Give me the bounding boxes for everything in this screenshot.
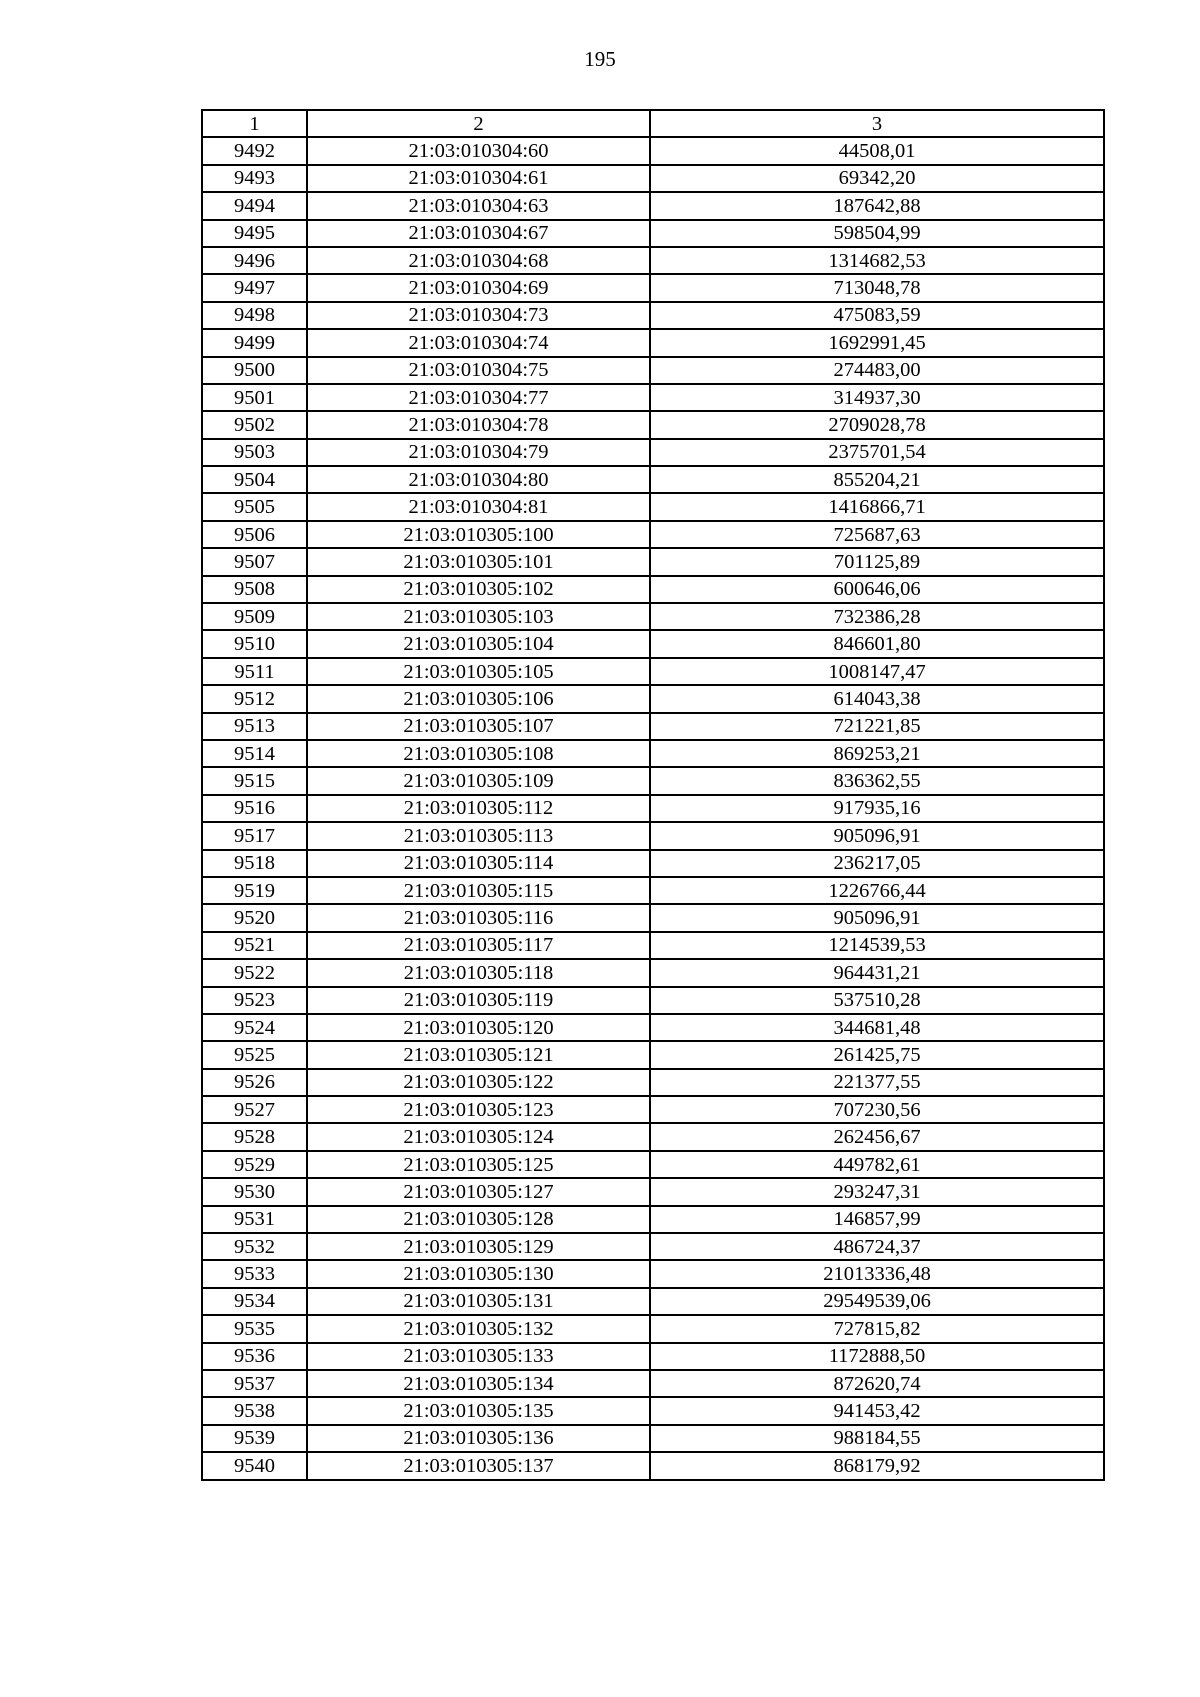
value-cell: 69342,20 <box>650 165 1104 192</box>
cadastral-number-cell: 21:03:010304:74 <box>307 329 650 356</box>
row-number-cell: 9510 <box>202 630 307 657</box>
row-number-cell: 9535 <box>202 1315 307 1342</box>
value-cell: 261425,75 <box>650 1041 1104 1068</box>
row-number-cell: 9520 <box>202 904 307 931</box>
value-cell: 868179,92 <box>650 1452 1104 1479</box>
table-row <box>202 1206 1104 1233</box>
table-body <box>202 110 1104 1480</box>
value-cell: 274483,00 <box>650 357 1104 384</box>
row-number-cell: 9518 <box>202 850 307 877</box>
table-row <box>202 740 1104 767</box>
header-cell-2: 2 <box>307 110 650 137</box>
row-number-cell: 9516 <box>202 795 307 822</box>
table-row <box>202 1096 1104 1123</box>
row-number-cell: 9529 <box>202 1151 307 1178</box>
value-cell: 293247,31 <box>650 1178 1104 1205</box>
row-number-cell: 9501 <box>202 384 307 411</box>
value-cell: 846601,80 <box>650 630 1104 657</box>
cadastral-number-cell: 21:03:010305:107 <box>307 713 650 740</box>
table-row <box>202 603 1104 630</box>
table-row <box>202 1343 1104 1370</box>
cadastral-number-cell: 21:03:010305:122 <box>307 1069 650 1096</box>
data-table <box>201 109 1105 1481</box>
value-cell: 21013336,48 <box>650 1260 1104 1287</box>
table-row <box>202 1123 1104 1150</box>
table-row <box>202 521 1104 548</box>
table-row <box>202 1370 1104 1397</box>
value-cell: 44508,01 <box>650 137 1104 164</box>
table-row <box>202 795 1104 822</box>
table-row <box>202 1233 1104 1260</box>
cadastral-number-cell: 21:03:010305:123 <box>307 1096 650 1123</box>
table-row <box>202 439 1104 466</box>
row-number-cell: 9525 <box>202 1041 307 1068</box>
table-row <box>202 1425 1104 1452</box>
cadastral-number-cell: 21:03:010305:121 <box>307 1041 650 1068</box>
value-cell: 486724,37 <box>650 1233 1104 1260</box>
cadastral-number-cell: 21:03:010305:103 <box>307 603 650 630</box>
row-number-cell: 9499 <box>202 329 307 356</box>
table-row <box>202 1260 1104 1287</box>
cadastral-number-cell: 21:03:010305:104 <box>307 630 650 657</box>
cadastral-number-cell: 21:03:010305:115 <box>307 877 650 904</box>
table-row <box>202 685 1104 712</box>
table-row <box>202 1315 1104 1342</box>
table-row <box>202 822 1104 849</box>
value-cell: 725687,63 <box>650 521 1104 548</box>
page-number: 195 <box>584 47 616 71</box>
cadastral-number-cell: 21:03:010305:100 <box>307 521 650 548</box>
cadastral-number-cell: 21:03:010305:116 <box>307 904 650 931</box>
cadastral-number-cell: 21:03:010304:60 <box>307 137 650 164</box>
table-row <box>202 877 1104 904</box>
cadastral-number-cell: 21:03:010304:79 <box>307 439 650 466</box>
table-row <box>202 630 1104 657</box>
row-number-cell: 9526 <box>202 1069 307 1096</box>
cadastral-number-cell: 21:03:010305:134 <box>307 1370 650 1397</box>
cadastral-number-cell: 21:03:010305:128 <box>307 1206 650 1233</box>
cadastral-number-cell: 21:03:010305:102 <box>307 576 650 603</box>
value-cell: 707230,56 <box>650 1096 1104 1123</box>
row-number-cell: 9524 <box>202 1014 307 1041</box>
cadastral-number-cell: 21:03:010305:125 <box>307 1151 650 1178</box>
value-cell: 2375701,54 <box>650 439 1104 466</box>
value-cell: 344681,48 <box>650 1014 1104 1041</box>
value-cell: 1172888,50 <box>650 1343 1104 1370</box>
value-cell: 146857,99 <box>650 1206 1104 1233</box>
value-cell: 732386,28 <box>650 603 1104 630</box>
cadastral-number-cell: 21:03:010305:106 <box>307 685 650 712</box>
row-number-cell: 9506 <box>202 521 307 548</box>
value-cell: 262456,67 <box>650 1123 1104 1150</box>
table-row <box>202 658 1104 685</box>
cadastral-number-cell: 21:03:010305:137 <box>307 1452 650 1479</box>
table-row <box>202 137 1104 164</box>
cadastral-number-cell: 21:03:010304:63 <box>307 192 650 219</box>
row-number-cell: 9507 <box>202 548 307 575</box>
cadastral-number-cell: 21:03:010305:124 <box>307 1123 650 1150</box>
value-cell: 1008147,47 <box>650 658 1104 685</box>
header-cell-1: 1 <box>202 110 307 137</box>
value-cell: 1692991,45 <box>650 329 1104 356</box>
row-number-cell: 9494 <box>202 192 307 219</box>
row-number-cell: 9492 <box>202 137 307 164</box>
row-number-cell: 9515 <box>202 767 307 794</box>
value-cell: 941453,42 <box>650 1397 1104 1424</box>
cadastral-number-cell: 21:03:010305:112 <box>307 795 650 822</box>
row-number-cell: 9500 <box>202 357 307 384</box>
header-cell-3: 3 <box>650 110 1104 137</box>
row-number-cell: 9533 <box>202 1260 307 1287</box>
table-row <box>202 850 1104 877</box>
table-row <box>202 247 1104 274</box>
cadastral-number-cell: 21:03:010304:67 <box>307 220 650 247</box>
row-number-cell: 9496 <box>202 247 307 274</box>
row-number-cell: 9511 <box>202 658 307 685</box>
row-number-cell: 9521 <box>202 932 307 959</box>
cadastral-number-cell: 21:03:010305:131 <box>307 1288 650 1315</box>
value-cell: 598504,99 <box>650 220 1104 247</box>
row-number-cell: 9502 <box>202 411 307 438</box>
table-row <box>202 493 1104 520</box>
table-row <box>202 576 1104 603</box>
cadastral-number-cell: 21:03:010305:136 <box>307 1425 650 1452</box>
row-number-cell: 9503 <box>202 439 307 466</box>
value-cell: 29549539,06 <box>650 1288 1104 1315</box>
cadastral-number-cell: 21:03:010305:129 <box>307 1233 650 1260</box>
cadastral-number-cell: 21:03:010304:69 <box>307 274 650 301</box>
table-row <box>202 466 1104 493</box>
cadastral-number-cell: 21:03:010305:127 <box>307 1178 650 1205</box>
row-number-cell: 9513 <box>202 713 307 740</box>
value-cell: 614043,38 <box>650 685 1104 712</box>
cadastral-number-cell: 21:03:010305:109 <box>307 767 650 794</box>
value-cell: 2709028,78 <box>650 411 1104 438</box>
table-row <box>202 1452 1104 1479</box>
value-cell: 1226766,44 <box>650 877 1104 904</box>
cadastral-number-cell: 21:03:010304:78 <box>307 411 650 438</box>
value-cell: 1314682,53 <box>650 247 1104 274</box>
cadastral-number-cell: 21:03:010304:75 <box>307 357 650 384</box>
row-number-cell: 9498 <box>202 302 307 329</box>
row-number-cell: 9538 <box>202 1397 307 1424</box>
cadastral-number-cell: 21:03:010304:73 <box>307 302 650 329</box>
cadastral-number-cell: 21:03:010305:113 <box>307 822 650 849</box>
row-number-cell: 9540 <box>202 1452 307 1479</box>
table-row <box>202 1014 1104 1041</box>
table-row <box>202 1178 1104 1205</box>
value-cell: 905096,91 <box>650 822 1104 849</box>
table-row <box>202 357 1104 384</box>
row-number-cell: 9527 <box>202 1096 307 1123</box>
table-row <box>202 411 1104 438</box>
cadastral-number-cell: 21:03:010304:80 <box>307 466 650 493</box>
value-cell: 600646,06 <box>650 576 1104 603</box>
value-cell: 905096,91 <box>650 904 1104 931</box>
value-cell: 727815,82 <box>650 1315 1104 1342</box>
row-number-cell: 9532 <box>202 1233 307 1260</box>
row-number-cell: 9517 <box>202 822 307 849</box>
value-cell: 475083,59 <box>650 302 1104 329</box>
value-cell: 701125,89 <box>650 548 1104 575</box>
value-cell: 236217,05 <box>650 850 1104 877</box>
row-number-cell: 9522 <box>202 959 307 986</box>
cadastral-number-cell: 21:03:010305:120 <box>307 1014 650 1041</box>
value-cell: 1214539,53 <box>650 932 1104 959</box>
table-row <box>202 329 1104 356</box>
table-row <box>202 1151 1104 1178</box>
row-number-cell: 9539 <box>202 1425 307 1452</box>
table-row <box>202 1069 1104 1096</box>
table-row <box>202 192 1104 219</box>
row-number-cell: 9493 <box>202 165 307 192</box>
table-row <box>202 274 1104 301</box>
cadastral-number-cell: 21:03:010305:101 <box>307 548 650 575</box>
row-number-cell: 9530 <box>202 1178 307 1205</box>
table-row <box>202 767 1104 794</box>
row-number-cell: 9495 <box>202 220 307 247</box>
value-cell: 917935,16 <box>650 795 1104 822</box>
table-row <box>202 1041 1104 1068</box>
row-number-cell: 9534 <box>202 1288 307 1315</box>
cadastral-number-cell: 21:03:010304:77 <box>307 384 650 411</box>
cadastral-number-cell: 21:03:010305:135 <box>307 1397 650 1424</box>
value-cell: 537510,28 <box>650 987 1104 1014</box>
cadastral-number-cell: 21:03:010305:108 <box>307 740 650 767</box>
cadastral-number-cell: 21:03:010304:81 <box>307 493 650 520</box>
cadastral-number-cell: 21:03:010305:133 <box>307 1343 650 1370</box>
table-row <box>202 302 1104 329</box>
table-header-row <box>202 110 1104 137</box>
cadastral-number-cell: 21:03:010305:119 <box>307 987 650 1014</box>
cadastral-number-cell: 21:03:010304:61 <box>307 165 650 192</box>
cadastral-number-cell: 21:03:010305:105 <box>307 658 650 685</box>
table-row <box>202 384 1104 411</box>
value-cell: 869253,21 <box>650 740 1104 767</box>
table-row <box>202 959 1104 986</box>
value-cell: 836362,55 <box>650 767 1104 794</box>
value-cell: 713048,78 <box>650 274 1104 301</box>
cadastral-number-cell: 21:03:010305:130 <box>307 1260 650 1287</box>
row-number-cell: 9512 <box>202 685 307 712</box>
row-number-cell: 9528 <box>202 1123 307 1150</box>
table-row <box>202 220 1104 247</box>
row-number-cell: 9537 <box>202 1370 307 1397</box>
value-cell: 187642,88 <box>650 192 1104 219</box>
row-number-cell: 9504 <box>202 466 307 493</box>
row-number-cell: 9519 <box>202 877 307 904</box>
table-row <box>202 548 1104 575</box>
table-row <box>202 1288 1104 1315</box>
row-number-cell: 9505 <box>202 493 307 520</box>
value-cell: 964431,21 <box>650 959 1104 986</box>
value-cell: 1416866,71 <box>650 493 1104 520</box>
row-number-cell: 9514 <box>202 740 307 767</box>
cadastral-number-cell: 21:03:010305:132 <box>307 1315 650 1342</box>
table-row <box>202 713 1104 740</box>
cadastral-number-cell: 21:03:010305:114 <box>307 850 650 877</box>
table-row <box>202 932 1104 959</box>
table-row <box>202 165 1104 192</box>
table-row <box>202 904 1104 931</box>
row-number-cell: 9536 <box>202 1343 307 1370</box>
cadastral-number-cell: 21:03:010305:118 <box>307 959 650 986</box>
row-number-cell: 9508 <box>202 576 307 603</box>
row-number-cell: 9509 <box>202 603 307 630</box>
row-number-cell: 9497 <box>202 274 307 301</box>
value-cell: 988184,55 <box>650 1425 1104 1452</box>
row-number-cell: 9523 <box>202 987 307 1014</box>
value-cell: 449782,61 <box>650 1151 1104 1178</box>
row-number-cell: 9531 <box>202 1206 307 1233</box>
value-cell: 872620,74 <box>650 1370 1104 1397</box>
value-cell: 855204,21 <box>650 466 1104 493</box>
value-cell: 721221,85 <box>650 713 1104 740</box>
cadastral-number-cell: 21:03:010304:68 <box>307 247 650 274</box>
table-row <box>202 987 1104 1014</box>
table-row <box>202 1397 1104 1424</box>
value-cell: 221377,55 <box>650 1069 1104 1096</box>
value-cell: 314937,30 <box>650 384 1104 411</box>
cadastral-number-cell: 21:03:010305:117 <box>307 932 650 959</box>
